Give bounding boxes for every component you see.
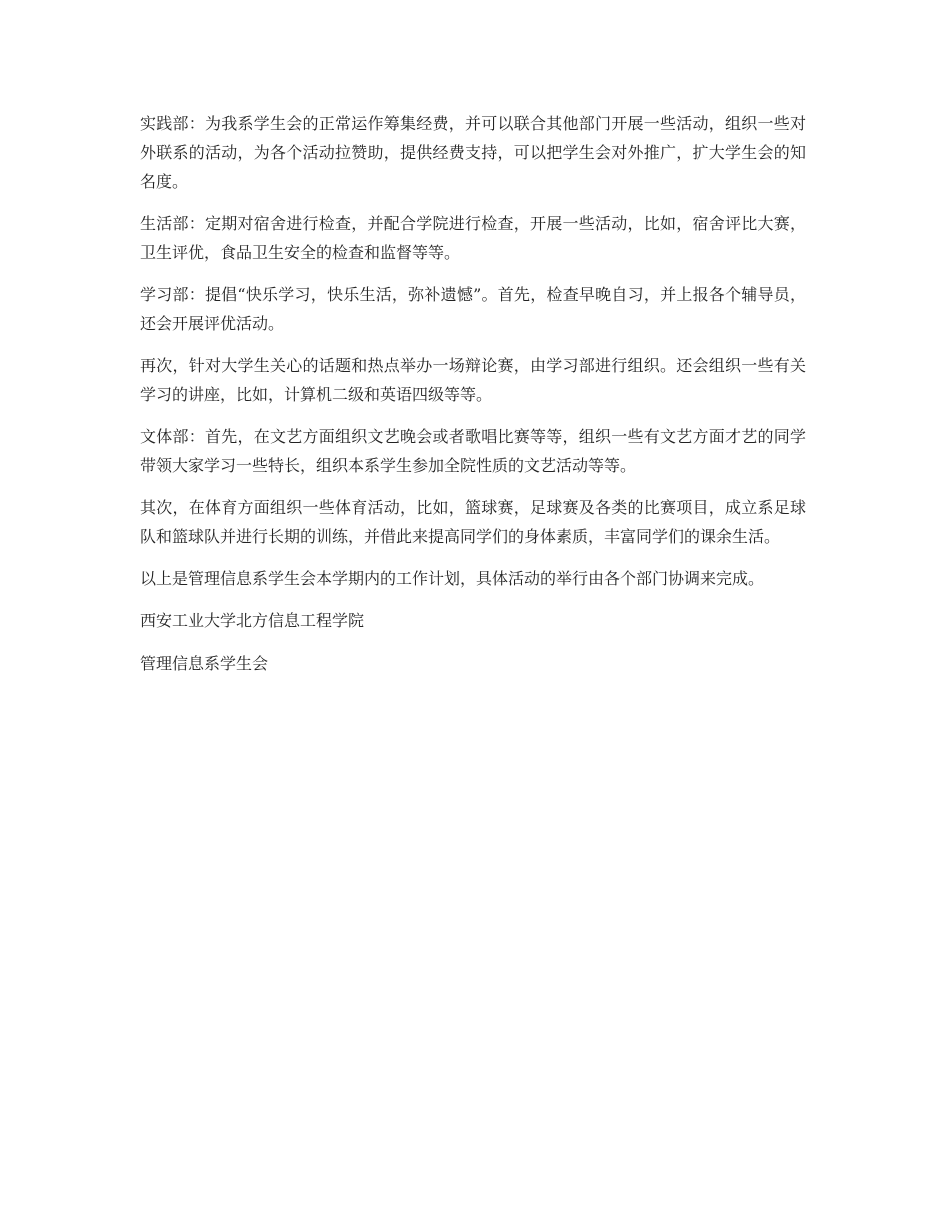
paragraph-study-dept: 学习部：提倡“快乐学习，快乐生活，弥补遗憾”。首先，检查早晚自习，并上报各个辅导员，还会开展评优活动。 xyxy=(140,285,806,333)
paragraph-practice-dept: 实践部：为我系学生会的正常运作筹集经费，并可以联合其他部门开展一些活动，组织一些对外联系的活动，为各个活动拉赞助，提供经费支持，可以把学生会对外推广，扩大学生会的知名度。 xyxy=(140,114,806,191)
signature-organization: 管理信息系学生会 xyxy=(140,654,269,673)
signature-institution: 西安工业大学北方信息工程学院 xyxy=(140,611,365,630)
paragraph-life-dept: 生活部：定期对宿舍进行检查，并配合学院进行检查，开展一些活动，比如，宿舍评比大赛，卫生评优，食品卫生安全的检查和监督等等。 xyxy=(140,214,806,262)
paragraph-study-dept-continued: 再次，针对大学生关心的话题和热点举办一场辩论赛，由学习部进行组织。还会组织一些有关学习的讲座，比如，计算机二级和英语四级等等。 xyxy=(140,356,806,404)
paragraph-arts-sports-dept-continued: 其次，在体育方面组织一些体育活动，比如，篮球赛，足球赛及各类的比赛项目，成立系足球队和篮球队并进行长期的训练，并借此来提高同学们的身体素质，丰富同学们的课余生活。 xyxy=(140,498,806,546)
paragraph-arts-sports-dept: 文体部：首先，在文艺方面组织文艺晚会或者歌唱比赛等等，组织一些有文艺方面才艺的同学带领大家学习一些特长，组织本系学生参加全院性质的文艺活动等等。 xyxy=(140,427,806,475)
document-body xyxy=(140,109,806,692)
paragraph-summary: 以上是管理信息系学生会本学期内的工作计划，具体活动的举行由各个部门协调来完成。 xyxy=(140,569,765,588)
